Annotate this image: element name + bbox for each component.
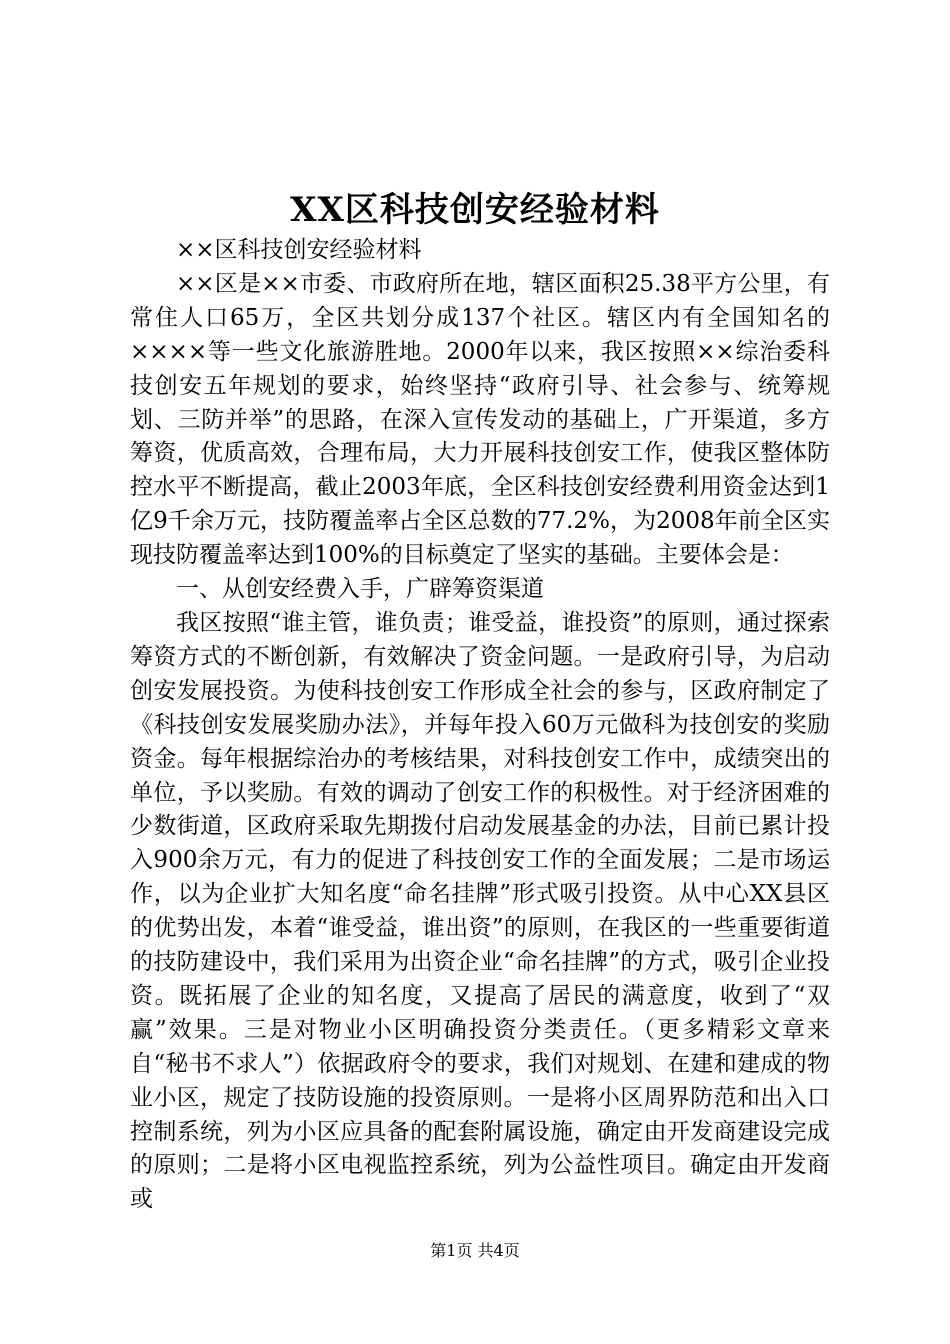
document-title: XX区科技创安经验材料 (290, 190, 660, 230)
paragraph-intro: ××区是××市委、市政府所在地，辖区面积25.38平方公里，有常住人口65万，全区共划分成137个社区。辖区内有全国知名的××××等一些文化旅游胜地。2000年以来，我区按照××综治委科技创安五年规划的要求，始终坚持“政府引导、社会参与、统筹规划、三防并举”的思路，在深入宣传发动的基础上，广开渠道，多方筹资，优质高效，合理布局，大力开展科技创安工作，使我区整体防控水平不断提高，截止2003年底，全区科技创安经费利用资金达到1亿9千余万元，技防覆盖率占全区总数的77.2%，为2008年前全区实现技防覆盖率达到100%的目标奠定了坚实的基础。主要体会是： (130, 270, 830, 569)
paragraph-section-1: 我区按照“谁主管，谁负责；谁受益，谁投资”的原则，通过探索筹资方式的不断创新，有效解决了资金问题。一是政府引导，为启动创安发展投资。为使科技创安工作形成全社会的参与，区政府制定了《科技创安发展奖励办法》，并每年投入60万元做科为技创安的奖励资金。每年根据综治办的考核结果，对科技创安工作中，成绩突出的单位，予以奖励。有效的调动了创安工作的积极性。对于经济困难的少数街道，区政府采取先期拨付启动发展基金的办法，目前已累计投入900余万元，有力的促进了科技创安工作的全面发展；二是市场运作，以为企业扩大知名度“命名挂牌”形式吸引投资。从中心XX县区的优势出发，本着“谁受益，谁出资”的原则，在我区的一些重要街道的技防建设中，我们采用为出资企业“命名挂牌”的方式，吸引企业投资。既拓展了企业的知名度，又提高了居民的满意度，收到了“双赢”效果。三是对物业小区明确投资分类责任。（更多精彩文章来自“秘书不求人”）依据政府令的要求，我们对规划、在建和建成的物业小区，规定了技防设施的投资原则。一是将小区周界防范和出入口控制系统，列为小区应具备的配套附属设施，确定由开发商建设完成的原则；二是将小区电视监控系统，列为公益性项目。确定由开发商或 (130, 609, 830, 1213)
paragraph-subtitle: ××区科技创安经验材料 (176, 237, 422, 263)
document-body (130, 234, 830, 1217)
page-number-footer: 第1页 共4页 (430, 1241, 520, 1260)
section-heading-1: 一、从创安经费入手，广辟筹资渠道 (176, 576, 544, 603)
